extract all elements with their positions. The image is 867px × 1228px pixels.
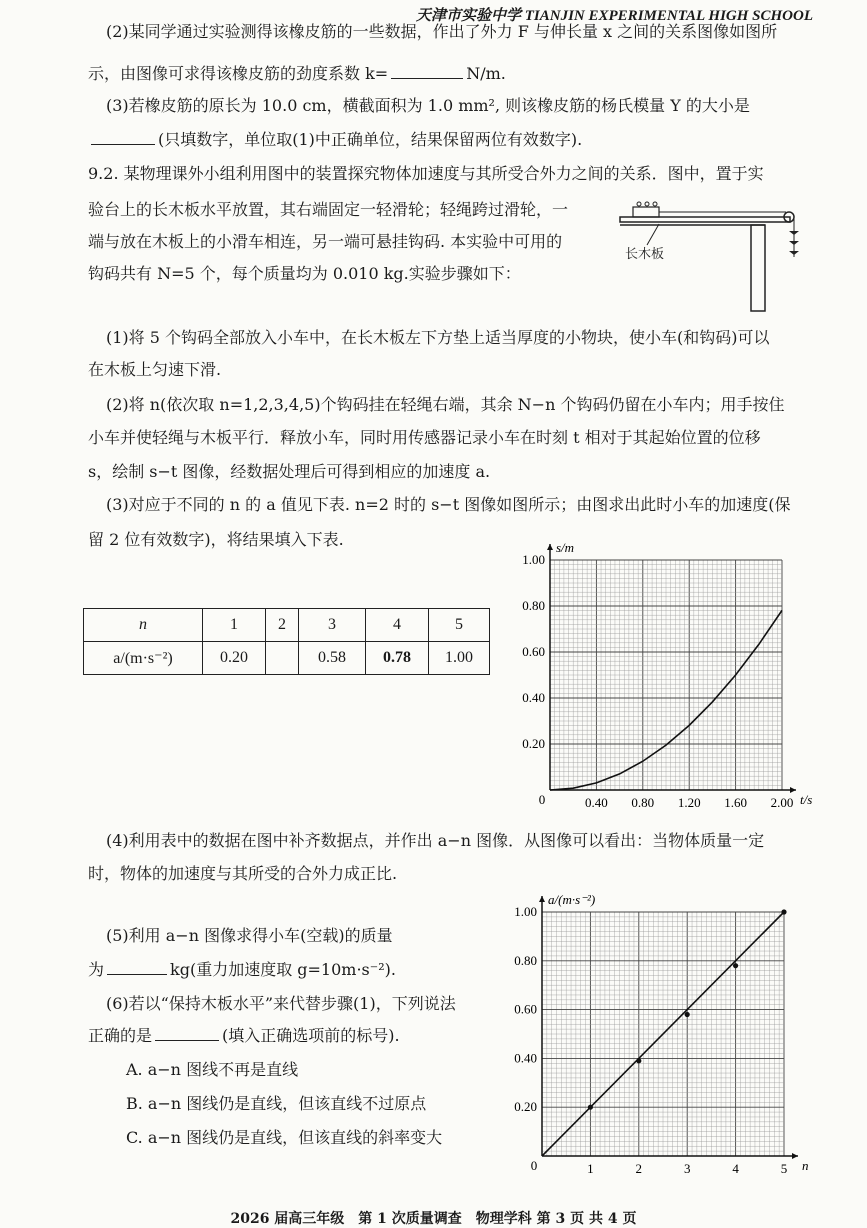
x-tick-label: 3 — [683, 1161, 691, 1176]
data-point — [781, 909, 786, 914]
x-tick-label: 1.20 — [677, 795, 701, 810]
step2-line3: s，绘制 s−t 图像，经数据处理后可得到相应的加速度 a. — [88, 462, 491, 481]
step6-line2 — [88, 1024, 400, 1048]
option-b[interactable]: B. a−n 图线仍是直线，但该直线不过原点 — [126, 1094, 427, 1113]
table-cell: 0.20 — [203, 642, 266, 675]
data-point — [733, 963, 738, 968]
table-cell-blank[interactable] — [266, 642, 299, 675]
answer-blank-mass[interactable] — [107, 958, 167, 975]
step1-line2: 在木板上匀速下滑. — [88, 360, 222, 379]
q2-text-pre: 示，由图像可求得该橡皮筋的劲度系数 k= — [88, 64, 389, 83]
step4-line1: (4)利用表中的数据在图中补齐数据点，并作出 a−n 图像．从图像可以看出：当物体质量一定 — [106, 831, 765, 850]
table-header-n: n — [84, 609, 203, 642]
step5-line1: (5)利用 a−n 图像求得小车(空载)的质量 — [106, 926, 393, 945]
table-header: 2 — [266, 609, 299, 642]
y-axis-arrow — [547, 544, 553, 550]
x-tick-label: 1.60 — [724, 795, 747, 810]
a-n-chart — [502, 880, 820, 1176]
long-board — [620, 217, 790, 222]
table-header: 4 — [366, 609, 429, 642]
x-tick-label: 4 — [732, 1161, 739, 1176]
y-axis-label: a/(m·s⁻²) — [548, 892, 596, 907]
page-footer: 2026 届高三年级 第 1 次质量调查 物理学科 第 3 页 共 4 页 — [230, 1211, 637, 1227]
y-tick-label: 0.40 — [514, 1050, 537, 1066]
step1-line1: (1)将 5 个钩码全部放入小车中，在长木板左下方垫上适当厚度的小物块，使小车(和钩码)可以 — [106, 328, 770, 347]
step6-line1: (6)若以“保持木板水平”来代替步骤(1)，下列说法 — [106, 994, 456, 1013]
origin-label: 0 — [538, 792, 546, 807]
y-tick-label: 0.60 — [522, 644, 545, 659]
step5-text-pre: 为 — [88, 960, 105, 979]
x-axis-arrow — [792, 1153, 798, 1159]
x-axis-arrow — [790, 787, 796, 793]
option-c[interactable]: C. a−n 图线仍是直线，但该直线的斜率变大 — [126, 1128, 443, 1147]
data-point — [588, 1105, 593, 1110]
table-cell: 1.00 — [429, 642, 490, 675]
answer-blank-k[interactable] — [391, 62, 463, 79]
table-header-row — [84, 609, 490, 642]
y-tick-label: 0.80 — [514, 952, 537, 968]
x-tick-label: 0.40 — [585, 795, 608, 810]
apparatus-diagram — [615, 195, 815, 313]
table-cell: 0.78 — [366, 642, 429, 675]
acceleration-table — [83, 608, 490, 675]
x-axis-label: t/s — [800, 792, 813, 807]
p92-line4: 钩码共有 N=5 个，每个质量均为 0.010 kg.实验步骤如下： — [88, 264, 521, 283]
y-tick-label: 0.40 — [522, 690, 545, 705]
answer-blank-young-modulus[interactable] — [91, 128, 155, 145]
s-t-chart — [510, 532, 820, 810]
step2-line2: 小车并使轻绳与木板平行．释放小车，同时用传感器记录小车在时刻 t 相对于其起始位置的位移 — [88, 428, 761, 447]
table-header: 1 — [203, 609, 266, 642]
y-tick-label: 0.20 — [514, 1099, 537, 1115]
answer-blank-choice[interactable] — [155, 1024, 219, 1041]
step5-line2 — [88, 958, 396, 982]
x-tick-label: 2 — [635, 1161, 643, 1176]
step2-line1: (2)将 n(依次取 n=1,2,3,4,5)个钩码挂在轻绳右端，其余 N−n 个钩码仍留在小车内；用手按住 — [106, 395, 785, 414]
table-leg — [751, 225, 765, 311]
x-tick-label: 5 — [780, 1161, 788, 1176]
y-tick-label: 1.00 — [514, 904, 537, 919]
step4-line2: 时，物体的加速度与其所受的合外力成正比. — [88, 864, 398, 883]
step6-text-pre: 正确的是 — [88, 1026, 153, 1045]
q2-line1: (2)某同学通过实验测得该橡皮筋的一些数据，作出了外力 F 与伸长量 x 之间的关系图像如图所 — [106, 22, 778, 41]
p92-line3: 端与放在木板上的小滑车相连，另一端可悬挂钩码. 本实验中可用的 — [88, 232, 563, 251]
apparatus-label: 长木板 — [625, 246, 665, 261]
y-tick-label: 0.80 — [522, 598, 545, 613]
step6-text-post: (填入正确选项前的标号). — [222, 1026, 400, 1045]
x-tick-label: 1 — [587, 1161, 594, 1176]
table-cell: 0.58 — [299, 642, 366, 675]
q2-text-post: N/m. — [466, 64, 506, 83]
step5-text-post: kg(重力加速度取 g=10m·s⁻²). — [170, 960, 396, 979]
x-tick-label: 0.80 — [631, 795, 655, 810]
option-a[interactable]: A. a−n 图线不再是直线 — [126, 1060, 299, 1079]
y-tick-label: 0.20 — [522, 736, 545, 751]
step3-line2: 留 2 位有效数字)，将结果填入下表. — [88, 530, 344, 549]
p92-line1: 9.2. 某物理课外小组利用图中的装置探究物体加速度与其所受合外力之间的关系．图中，置于实 — [88, 164, 764, 183]
step3-line1: (3)对应于不同的 n 的 a 值见下表. n=2 时的 s−t 图像如图所示；由图求出此时小车的加速度(保 — [106, 495, 791, 514]
origin-label: 0 — [530, 1158, 538, 1173]
x-tick-label: 2.00 — [770, 795, 794, 810]
q3-line2 — [88, 128, 582, 152]
table-row-label: a/(m·s⁻²) — [84, 642, 203, 675]
data-point — [636, 1058, 641, 1063]
p92-line2: 验台上的长木板水平放置，其右端固定一轻滑轮；轻绳跨过滑轮，一 — [88, 200, 569, 219]
table-row-a — [84, 642, 490, 675]
q2-line2 — [88, 62, 506, 86]
q3-text-post: (只填数字，单位取(1)中正确单位，结果保留两位有效数字). — [158, 130, 583, 149]
x-axis-label: n — [802, 1158, 809, 1173]
q3-line1: (3)若橡皮筋的原长为 10.0 cm，横截面积为 1.0 mm², 则该橡皮筋的杨氏模量 Y 的大小是 — [106, 96, 750, 115]
y-axis-label: s/m — [556, 540, 575, 555]
data-point — [685, 1012, 690, 1017]
y-axis-arrow — [539, 896, 545, 902]
cart — [633, 207, 659, 217]
table-header: 5 — [429, 609, 490, 642]
school-header: 天津市实验中学 TIANJIN EXPERIMENTAL HIGH SCHOOL — [416, 8, 813, 24]
y-tick-label: 1.00 — [522, 552, 545, 567]
hanging-weights — [789, 231, 799, 255]
table-header: 3 — [299, 609, 366, 642]
y-tick-label: 0.60 — [514, 1001, 537, 1017]
